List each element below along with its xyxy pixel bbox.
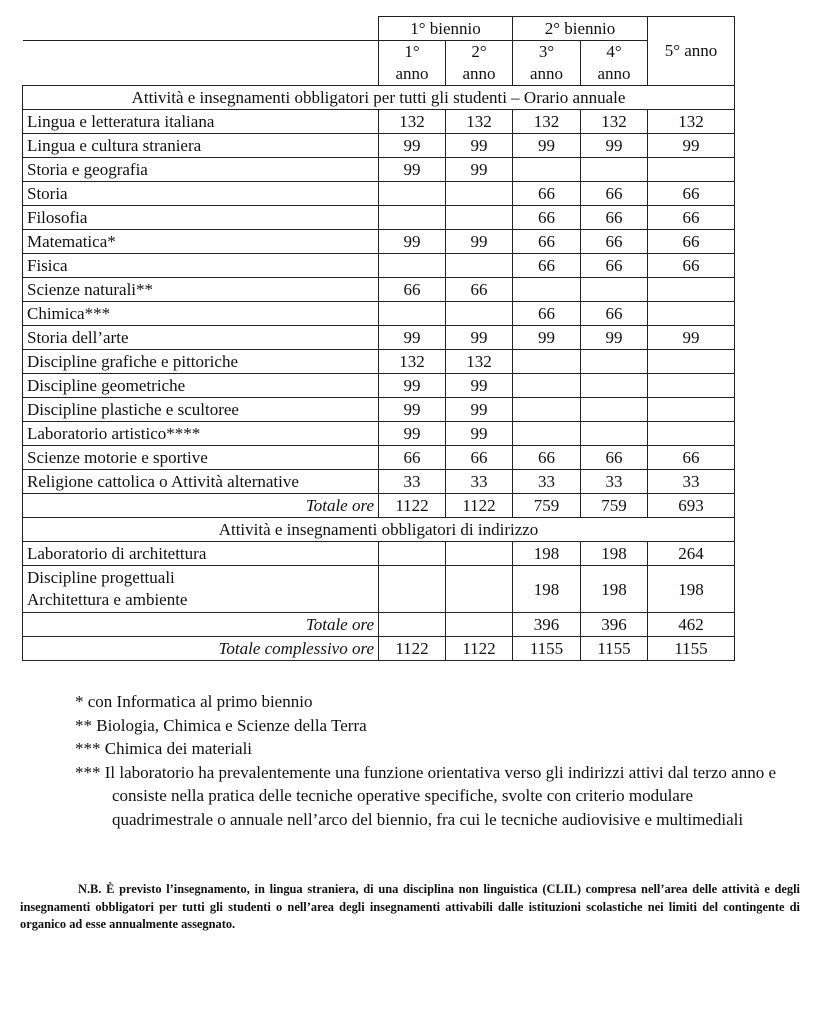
value-cell: 66 xyxy=(581,182,648,206)
value-cell: 66 xyxy=(581,230,648,254)
year-unit: anno xyxy=(462,64,496,83)
value-cell: 99 xyxy=(446,422,513,446)
value-cell xyxy=(648,158,735,182)
header-blank-cell xyxy=(23,41,379,86)
subject-cell: Discipline geometriche xyxy=(23,374,379,398)
value-cell: 99 xyxy=(446,230,513,254)
table-row xyxy=(23,230,735,254)
table-row xyxy=(23,110,735,134)
value-cell xyxy=(446,254,513,278)
value-cell xyxy=(379,182,446,206)
value-cell: 66 xyxy=(513,254,581,278)
value-cell: 99 xyxy=(379,134,446,158)
value-cell: 66 xyxy=(581,206,648,230)
value-cell: 99 xyxy=(513,134,581,158)
value-cell xyxy=(446,206,513,230)
value-cell: 66 xyxy=(379,446,446,470)
value-cell: 66 xyxy=(513,206,581,230)
subject-cell: Storia dell’arte xyxy=(23,326,379,350)
table-row xyxy=(23,398,735,422)
value-cell: 33 xyxy=(513,470,581,494)
value-cell: 33 xyxy=(446,470,513,494)
value-cell: 132 xyxy=(581,110,648,134)
header-year-4 xyxy=(581,41,648,86)
grand-total-row xyxy=(23,637,735,661)
table-row xyxy=(23,254,735,278)
value-cell: 198 xyxy=(513,542,581,566)
subject-cell: Scienze naturali** xyxy=(23,278,379,302)
value-cell xyxy=(581,278,648,302)
subject-cell: Matematica* xyxy=(23,230,379,254)
table-row xyxy=(23,326,735,350)
value-cell: 198 xyxy=(581,566,648,613)
header-row-2 xyxy=(23,41,735,86)
section-2-title: Attività e insegnamenti obbligatori di indirizzo xyxy=(23,518,735,542)
year-number: 4° xyxy=(606,42,622,61)
value-cell xyxy=(446,566,513,613)
value-cell: 33 xyxy=(581,470,648,494)
total-row xyxy=(23,613,735,637)
value-cell: 99 xyxy=(513,326,581,350)
header-year-2 xyxy=(446,41,513,86)
total-row xyxy=(23,494,735,518)
table-row xyxy=(23,182,735,206)
value-cell xyxy=(379,566,446,613)
total-value: 1122 xyxy=(446,494,513,518)
value-cell: 99 xyxy=(379,374,446,398)
table-row xyxy=(23,422,735,446)
value-cell: 33 xyxy=(379,470,446,494)
table-row xyxy=(23,470,735,494)
table-row xyxy=(23,374,735,398)
value-cell: 99 xyxy=(379,326,446,350)
value-cell: 99 xyxy=(446,374,513,398)
total-value: 396 xyxy=(581,613,648,637)
nb-paragraph xyxy=(20,881,800,934)
total-label: Totale ore xyxy=(23,613,379,637)
subject-cell: Fisica xyxy=(23,254,379,278)
value-cell: 33 xyxy=(648,470,735,494)
total-value: 759 xyxy=(581,494,648,518)
year-number: 1° xyxy=(404,42,420,61)
total-value: 462 xyxy=(648,613,735,637)
value-cell: 66 xyxy=(513,302,581,326)
table-row xyxy=(23,134,735,158)
value-cell xyxy=(581,158,648,182)
header-biennio-1: 1° biennio xyxy=(379,17,513,41)
value-cell: 99 xyxy=(648,134,735,158)
value-cell: 66 xyxy=(648,254,735,278)
value-cell: 132 xyxy=(379,110,446,134)
value-cell: 66 xyxy=(446,446,513,470)
total-label: Totale ore xyxy=(23,494,379,518)
total-value: 1122 xyxy=(379,637,446,661)
total-label: Totale complessivo ore xyxy=(23,637,379,661)
value-cell: 198 xyxy=(581,542,648,566)
value-cell xyxy=(648,422,735,446)
value-cell xyxy=(648,350,735,374)
subject-cell xyxy=(23,566,379,613)
value-cell: 66 xyxy=(648,206,735,230)
value-cell: 132 xyxy=(446,350,513,374)
header-year-1 xyxy=(379,41,446,86)
value-cell xyxy=(648,398,735,422)
header-biennio-2: 2° biennio xyxy=(513,17,648,41)
subject-cell: Chimica*** xyxy=(23,302,379,326)
subject-cell: Lingua e cultura straniera xyxy=(23,134,379,158)
value-cell xyxy=(581,374,648,398)
table-row xyxy=(23,158,735,182)
total-value xyxy=(379,613,446,637)
value-cell: 99 xyxy=(446,398,513,422)
value-cell xyxy=(446,302,513,326)
value-cell xyxy=(446,182,513,206)
table-row xyxy=(23,542,735,566)
value-cell: 264 xyxy=(648,542,735,566)
value-cell: 198 xyxy=(648,566,735,613)
value-cell: 66 xyxy=(648,182,735,206)
total-value: 693 xyxy=(648,494,735,518)
value-cell xyxy=(379,542,446,566)
value-cell xyxy=(513,374,581,398)
value-cell: 198 xyxy=(513,566,581,613)
footnote: *** Il laboratorio ha prevalentemente una funzione orientativa verso gli indirizzi attivi dal terzo anno e consiste nella pratica delle tecniche operative specifiche, svolte con criterio modulare quadrimestrale o annuale nell’arco del biennio, fra cui le tecniche audiovisive e multimediali xyxy=(75,762,776,829)
header-row-1 xyxy=(23,17,735,41)
value-cell xyxy=(513,278,581,302)
footnote: ** Biologia, Chimica e Scienze della Terra xyxy=(75,715,367,735)
value-cell xyxy=(379,206,446,230)
value-cell xyxy=(581,422,648,446)
value-cell xyxy=(513,158,581,182)
value-cell: 66 xyxy=(581,446,648,470)
value-cell: 66 xyxy=(513,230,581,254)
value-cell xyxy=(379,254,446,278)
total-value: 1122 xyxy=(446,637,513,661)
table-row xyxy=(23,278,735,302)
value-cell: 66 xyxy=(581,302,648,326)
value-cell xyxy=(648,302,735,326)
value-cell: 99 xyxy=(379,398,446,422)
value-cell: 99 xyxy=(581,134,648,158)
value-cell: 132 xyxy=(379,350,446,374)
table-row xyxy=(23,566,735,613)
year-unit: anno xyxy=(529,64,564,83)
table-row xyxy=(23,302,735,326)
value-cell xyxy=(513,398,581,422)
subject-cell: Lingua e letteratura italiana xyxy=(23,110,379,134)
value-cell: 99 xyxy=(446,134,513,158)
subject-cell: Storia e geografia xyxy=(23,158,379,182)
footnote: *** Chimica dei materiali xyxy=(75,739,253,758)
value-cell xyxy=(446,542,513,566)
subject-cell: Filosofia xyxy=(23,206,379,230)
header-year-3 xyxy=(513,41,581,86)
value-cell: 99 xyxy=(446,326,513,350)
value-cell: 66 xyxy=(379,278,446,302)
nb-text: N.B. È previsto l’insegnamento, in lingua straniera, di una disciplina non linguistica (CLIL) compresa nell’area delle attività e degli insegnamenti obbligatori per tutti gli studenti o nell’area degli insegnamenti attivabili dalle istituzioni scolastiche nei limiti del contingente di organico ad esse annualmente assegnato. xyxy=(20,882,800,931)
total-value xyxy=(446,613,513,637)
value-cell xyxy=(581,398,648,422)
year-unit: anno xyxy=(597,64,631,83)
value-cell xyxy=(513,422,581,446)
subject-line: Discipline progettuali xyxy=(27,568,175,587)
value-cell xyxy=(648,374,735,398)
value-cell: 99 xyxy=(581,326,648,350)
footnotes xyxy=(75,690,795,831)
value-cell: 99 xyxy=(379,158,446,182)
value-cell xyxy=(379,302,446,326)
subject-cell: Laboratorio di architettura xyxy=(23,542,379,566)
table-row xyxy=(23,206,735,230)
value-cell: 66 xyxy=(648,446,735,470)
table-row xyxy=(23,350,735,374)
subject-cell: Discipline grafiche e pittoriche xyxy=(23,350,379,374)
total-value: 1122 xyxy=(379,494,446,518)
value-cell: 99 xyxy=(379,230,446,254)
value-cell xyxy=(513,350,581,374)
value-cell: 66 xyxy=(446,278,513,302)
subject-cell: Discipline plastiche e scultoree xyxy=(23,398,379,422)
total-value: 1155 xyxy=(581,637,648,661)
section-1-title: Attività e insegnamenti obbligatori per tutti gli studenti – Orario annuale xyxy=(23,86,735,110)
header-blank-cell xyxy=(23,17,379,41)
value-cell: 99 xyxy=(379,422,446,446)
total-value: 1155 xyxy=(648,637,735,661)
value-cell: 99 xyxy=(446,158,513,182)
value-cell: 132 xyxy=(513,110,581,134)
value-cell xyxy=(581,350,648,374)
footnote: * con Informatica al primo biennio xyxy=(75,692,313,711)
timetable xyxy=(22,16,735,661)
subject-cell: Laboratorio artistico**** xyxy=(23,422,379,446)
value-cell xyxy=(648,278,735,302)
section-1-title-row xyxy=(23,86,735,110)
header-fifth-year: 5° anno xyxy=(648,17,735,86)
value-cell: 99 xyxy=(648,326,735,350)
value-cell: 66 xyxy=(648,230,735,254)
value-cell: 132 xyxy=(648,110,735,134)
section-2-title-row xyxy=(23,518,735,542)
value-cell: 66 xyxy=(581,254,648,278)
total-value: 1155 xyxy=(513,637,581,661)
year-number: 3° xyxy=(538,42,555,61)
total-value: 759 xyxy=(513,494,581,518)
table-row xyxy=(23,446,735,470)
value-cell: 66 xyxy=(513,446,581,470)
subject-cell: Scienze motorie e sportive xyxy=(23,446,379,470)
total-value: 396 xyxy=(513,613,581,637)
value-cell: 66 xyxy=(513,182,581,206)
year-number: 2° xyxy=(471,42,487,61)
subject-cell: Religione cattolica o Attività alternative xyxy=(23,470,379,494)
year-unit: anno xyxy=(395,64,429,83)
subject-line: Architettura e ambiente xyxy=(27,590,188,609)
value-cell: 132 xyxy=(446,110,513,134)
subject-cell: Storia xyxy=(23,182,379,206)
